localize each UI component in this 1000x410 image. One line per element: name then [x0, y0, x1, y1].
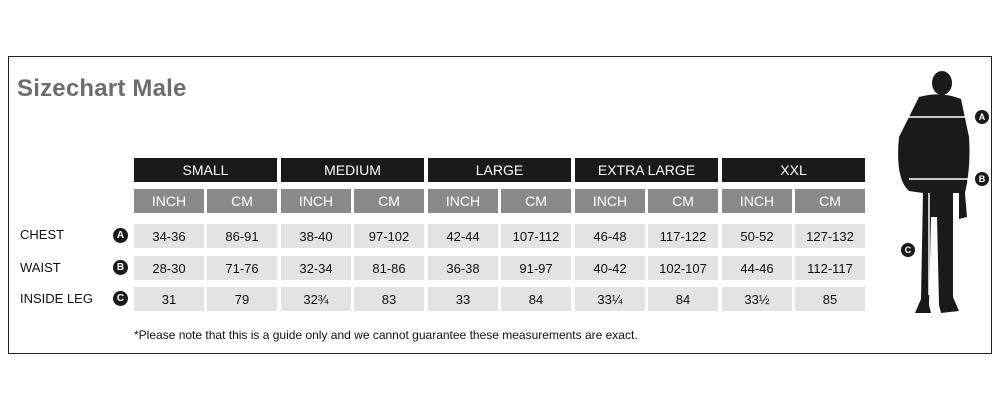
table-cell: 33: [428, 287, 498, 311]
marker-a-icon: A: [113, 228, 128, 243]
marker-c-icon: C: [113, 291, 128, 306]
size-header-small: SMALL: [134, 158, 277, 182]
table-cell: 36-38: [428, 256, 498, 280]
table-cell: 81-86: [354, 256, 424, 280]
table-cell: 33½: [722, 287, 792, 311]
male-silhouette-icon: [879, 67, 989, 329]
size-chart-panel: [8, 56, 992, 354]
row-label-waist: WAIST: [20, 260, 61, 275]
table-cell: 107-112: [501, 224, 571, 248]
unit-header: INCH: [428, 189, 498, 213]
table-cell: 97-102: [354, 224, 424, 248]
unit-header: CM: [354, 189, 424, 213]
table-cell: 32-34: [281, 256, 351, 280]
table-cell: 83: [354, 287, 424, 311]
table-cell: 85: [795, 287, 865, 311]
size-header-large: LARGE: [428, 158, 571, 182]
table-cell: 84: [501, 287, 571, 311]
male-figure-illustration: [879, 67, 989, 329]
table-cell: 44-46: [722, 256, 792, 280]
figure-marker-c-icon: C: [901, 243, 915, 257]
table-cell: 79: [207, 287, 277, 311]
page-title: Sizechart Male: [17, 75, 187, 102]
table-cell: 40-42: [575, 256, 645, 280]
figure-marker-b-icon: B: [975, 172, 989, 186]
table-cell: 34-36: [134, 224, 204, 248]
table-cell: 102-107: [648, 256, 718, 280]
size-header-extra-large: EXTRA LARGE: [575, 158, 718, 182]
table-cell: 33¼: [575, 287, 645, 311]
table-cell: 86-91: [207, 224, 277, 248]
table-cell: 42-44: [428, 224, 498, 248]
unit-header: CM: [795, 189, 865, 213]
table-cell: 32¾: [281, 287, 351, 311]
table-cell: 127-132: [795, 224, 865, 248]
table-cell: 91-97: [501, 256, 571, 280]
table-cell: 31: [134, 287, 204, 311]
unit-header: INCH: [575, 189, 645, 213]
table-cell: 71-76: [207, 256, 277, 280]
table-cell: 28-30: [134, 256, 204, 280]
unit-header: CM: [501, 189, 571, 213]
figure-marker-a-icon: A: [975, 110, 989, 124]
table-cell: 46-48: [575, 224, 645, 248]
row-label-chest: CHEST: [20, 227, 65, 242]
table-cell: 112-117: [795, 256, 865, 280]
unit-header: INCH: [134, 189, 204, 213]
table-cell: 38-40: [281, 224, 351, 248]
table-cell: 84: [648, 287, 718, 311]
disclaimer-note: *Please note that this is a guide only and we cannot guarantee these measurements are exact.: [134, 328, 638, 342]
unit-header: CM: [207, 189, 277, 213]
unit-header: INCH: [281, 189, 351, 213]
size-header-medium: MEDIUM: [281, 158, 424, 182]
size-header-xxl: XXL: [722, 158, 865, 182]
row-label-inside-leg: INSIDE LEG: [20, 291, 93, 306]
unit-header: INCH: [722, 189, 792, 213]
unit-header: CM: [648, 189, 718, 213]
table-cell: 117-122: [648, 224, 718, 248]
table-cell: 50-52: [722, 224, 792, 248]
marker-b-icon: B: [113, 260, 128, 275]
